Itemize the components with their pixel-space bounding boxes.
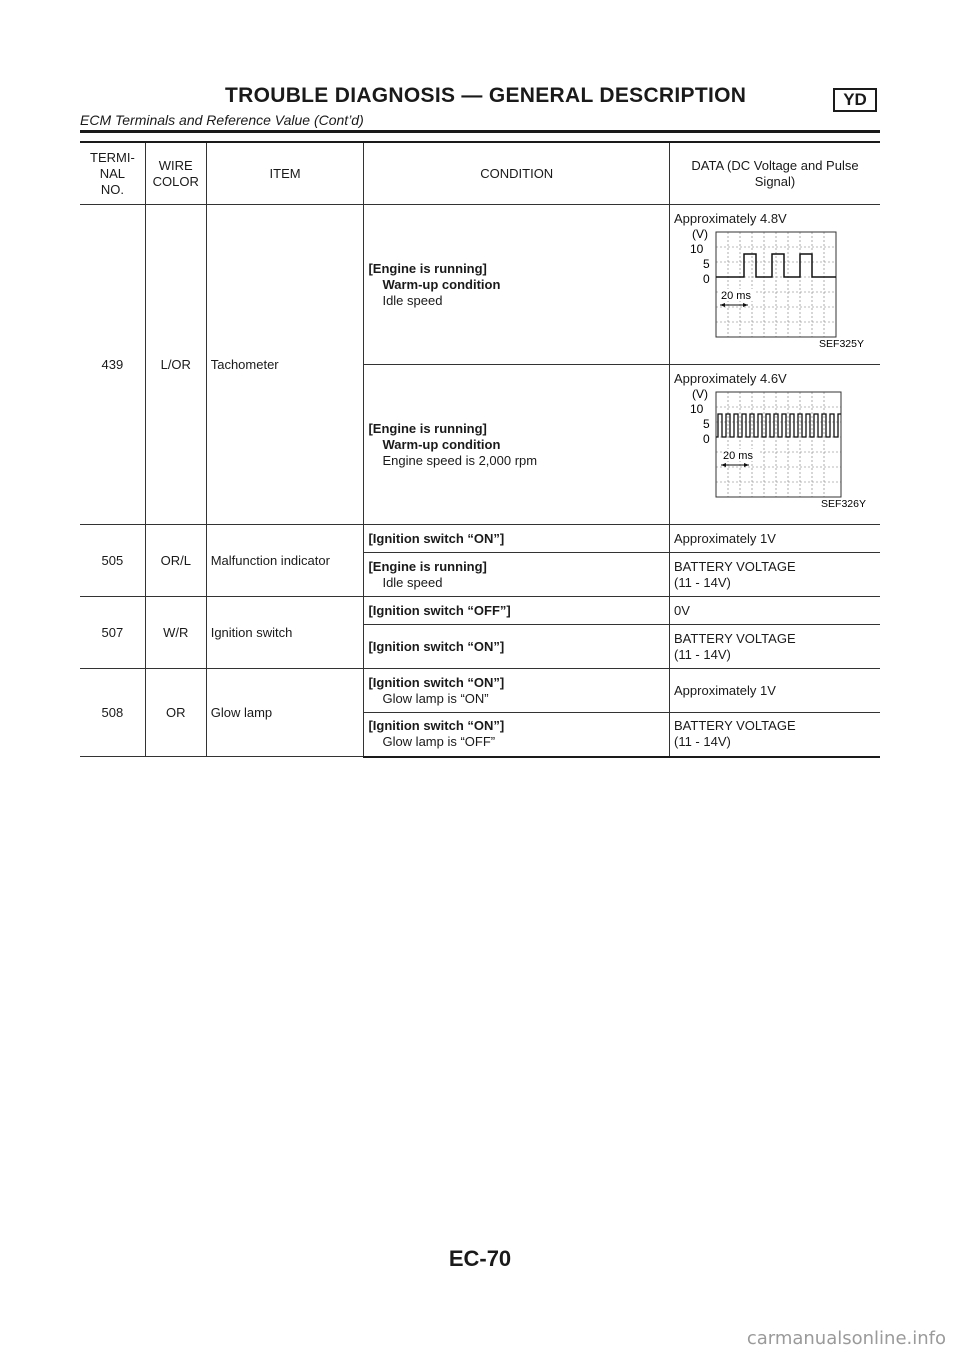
condition [364, 205, 670, 365]
oscilloscope-trace [676, 227, 876, 349]
oscilloscope-trace [676, 387, 876, 509]
col-item [206, 142, 364, 205]
data-text: (11 - 14V) [674, 734, 731, 750]
table-row [80, 525, 880, 553]
condition-main: [Engine is running] [368, 420, 487, 436]
page-number: EC-70 [448, 1246, 512, 1271]
col-condition [364, 142, 670, 205]
condition [364, 713, 670, 757]
terminal-no: 507 [80, 597, 145, 669]
data-value [670, 205, 881, 365]
data-value: Approximately 1V [670, 669, 881, 713]
figure-id: SEF326Y [821, 498, 866, 509]
col-terminal [80, 142, 145, 205]
wire-color: W/R [145, 597, 206, 669]
ecm-terminal-table [80, 141, 880, 758]
data-text: BATTERY VOLTAGE [674, 630, 796, 646]
scope-y0: 0 [703, 432, 710, 446]
col-item-label: ITEM [269, 165, 301, 181]
condition-sub: Idle speed [382, 292, 443, 308]
col-wire [145, 142, 206, 205]
scope-y0: 0 [703, 272, 710, 286]
terminal-no: 505 [80, 525, 145, 597]
oscilloscope-figure [676, 387, 876, 509]
condition-sub: Glow lamp is “OFF” [382, 734, 496, 750]
table-row [80, 669, 880, 713]
data-value: Approximately 1V [670, 525, 881, 553]
page-subtitle: ECM Terminals and Reference Value (Cont’d) [80, 112, 364, 128]
condition-main: [Ignition switch “ON”] [368, 674, 505, 690]
data-text: (11 - 14V) [674, 646, 731, 662]
data-value [670, 625, 881, 669]
page-title: TROUBLE DIAGNOSIS — GENERAL DESCRIPTION [225, 84, 747, 107]
wire-color: OR/L [145, 525, 206, 597]
condition-main: [Ignition switch “ON”] [368, 718, 505, 734]
condition-sub: Warm-up condition [382, 436, 501, 452]
condition-main: [Ignition switch “ON”] [368, 638, 505, 654]
col-data-label: DATA (DC Voltage and Pulse Signal) [691, 157, 859, 189]
wire-color: L/OR [145, 205, 206, 525]
data-text: BATTERY VOLTAGE [674, 558, 796, 574]
condition [364, 365, 670, 525]
condition-sub: Engine speed is 2,000 rpm [382, 452, 538, 468]
scope-y5: 5 [703, 257, 710, 271]
condition-main: [Engine is running] [368, 558, 487, 574]
col-data [670, 142, 881, 205]
watermark: carmanualsonline.info [746, 1328, 946, 1349]
oscilloscope-figure [676, 227, 876, 349]
terminal-no: 439 [80, 205, 145, 525]
table-header-row [80, 142, 880, 205]
terminal-no: 508 [80, 669, 145, 757]
scope-time: 20 ms [721, 290, 751, 302]
data-value [670, 553, 881, 597]
condition-sub: Glow lamp is “ON” [382, 690, 489, 706]
table-row [80, 205, 880, 365]
table-row [80, 597, 880, 625]
condition-sub: Idle speed [382, 574, 443, 590]
header-rule [80, 130, 880, 133]
scope-y5: 5 [703, 417, 710, 431]
condition [364, 525, 670, 553]
data-value: 0V [670, 597, 881, 625]
item-name: Tachometer [206, 205, 364, 525]
scope-time: 20 ms [723, 450, 753, 462]
data-text: (11 - 14V) [674, 574, 731, 590]
condition [364, 553, 670, 597]
scope-unit: (V) [692, 387, 708, 401]
condition-main: [Ignition switch “ON”] [368, 530, 505, 546]
data-text: BATTERY VOLTAGE [674, 718, 796, 734]
condition [364, 669, 670, 713]
data-value [670, 713, 881, 757]
condition [364, 597, 670, 625]
data-text: Approximately 4.8V [674, 211, 787, 226]
wire-color: OR [145, 669, 206, 757]
item-name: Ignition switch [206, 597, 364, 669]
col-terminal-label: TERMI- NAL NO. [90, 149, 135, 197]
item-name: Glow lamp [206, 669, 364, 757]
condition-sub: Warm-up condition [382, 276, 501, 292]
col-wire-label: WIRE COLOR [152, 157, 199, 189]
scope-y10: 10 [690, 242, 704, 256]
figure-id: SEF325Y [819, 338, 864, 349]
data-value [670, 365, 881, 525]
col-condition-label: CONDITION [480, 165, 554, 181]
condition-main: [Ignition switch “OFF”] [368, 602, 511, 618]
scope-unit: (V) [692, 227, 708, 241]
condition-main: [Engine is running] [368, 260, 487, 276]
data-text: Approximately 4.6V [674, 371, 787, 386]
condition [364, 625, 670, 669]
scope-y10: 10 [690, 402, 704, 416]
model-badge: YD [833, 88, 877, 112]
item-name: Malfunction indicator [206, 525, 364, 597]
